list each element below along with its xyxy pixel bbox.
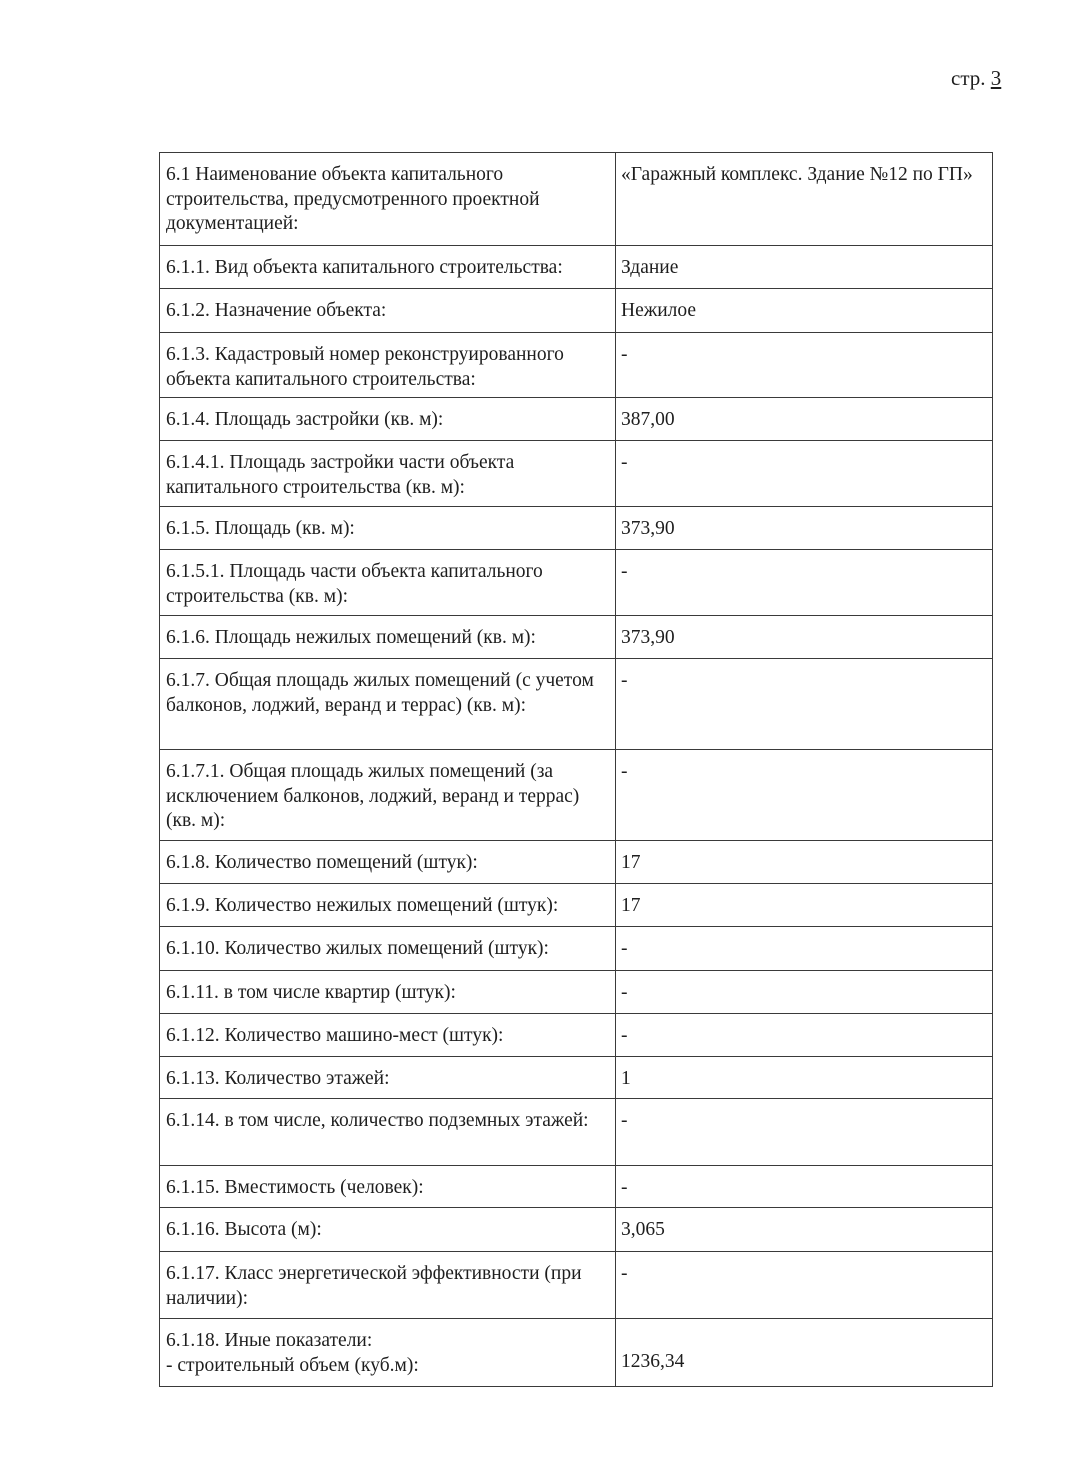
row-value: 373,90	[616, 616, 993, 659]
table-row	[160, 550, 993, 616]
table-row	[160, 884, 993, 927]
row-value: Здание	[616, 246, 993, 289]
row-label: 6.1.9. Количество нежилых помещений (штук):	[160, 884, 616, 927]
row-value: 1	[616, 1057, 993, 1099]
row-label: 6.1.13. Количество этажей:	[160, 1057, 616, 1099]
table-row	[160, 1166, 993, 1208]
row-label	[160, 1319, 616, 1387]
row-value: 3,065	[616, 1208, 993, 1252]
table-row	[160, 1252, 993, 1319]
row-label: 6.1.7. Общая площадь жилых помещений (с учетом балконов, лоджий, веранд и террас) (кв. м):	[160, 659, 616, 750]
row-label: 6.1.5. Площадь (кв. м):	[160, 507, 616, 550]
row-label: 6.1.7.1. Общая площадь жилых помещений (за исключением балконов, лоджий, веранд и террас) (кв. м):	[160, 750, 616, 841]
row-value: -	[616, 1252, 993, 1319]
row-label: 6.1.4. Площадь застройки (кв. м):	[160, 398, 616, 441]
object-characteristics-table	[159, 152, 993, 1387]
row-label: 6.1.17. Класс энергетической эффективности (при наличии):	[160, 1252, 616, 1319]
table-row	[160, 441, 993, 507]
table-row	[160, 1208, 993, 1252]
row-value: -	[616, 333, 993, 398]
table-row	[160, 1319, 993, 1387]
row-label: 6.1.1. Вид объекта капитального строительства:	[160, 246, 616, 289]
table-row	[160, 289, 993, 333]
row-label: 6.1.3. Кадастровый номер реконструированного объекта капитального строительства:	[160, 333, 616, 398]
row-label: 6.1.12. Количество машино-мест (штук):	[160, 1014, 616, 1057]
table-row	[160, 659, 993, 750]
table-row	[160, 750, 993, 841]
row-value: -	[616, 441, 993, 507]
table-row	[160, 507, 993, 550]
table-row	[160, 1099, 993, 1166]
row-value: -	[616, 550, 993, 616]
row-value: -	[616, 750, 993, 841]
row-label: 6.1.14. в том числе, количество подземных этажей:	[160, 1099, 616, 1166]
row-label-line: 6.1.18. Иные показатели:	[166, 1330, 373, 1351]
row-label: 6.1.5.1. Площадь части объекта капитального строительства (кв. м):	[160, 550, 616, 616]
row-label: 6.1.10. Количество жилых помещений (штук):	[160, 927, 616, 971]
row-label: 6.1.16. Высота (м):	[160, 1208, 616, 1252]
page-number-value: 3	[990, 66, 1002, 90]
row-value: «Гаражный комплекс. Здание №12 по ГП»	[616, 153, 993, 246]
page-number	[951, 66, 1001, 91]
table-row	[160, 333, 993, 398]
row-value: 1236,34	[616, 1319, 993, 1387]
row-value: -	[616, 971, 993, 1014]
row-label: 6.1.2. Назначение объекта:	[160, 289, 616, 333]
table-row	[160, 927, 993, 971]
row-value: -	[616, 1014, 993, 1057]
table-row	[160, 841, 993, 884]
row-value: -	[616, 1166, 993, 1208]
table-row	[160, 246, 993, 289]
row-value: -	[616, 1099, 993, 1166]
row-label: 6.1.6. Площадь нежилых помещений (кв. м):	[160, 616, 616, 659]
row-value: 17	[616, 884, 993, 927]
row-label-line: - строительный объем (куб.м):	[166, 1354, 419, 1376]
row-value: 373,90	[616, 507, 993, 550]
table-row	[160, 971, 993, 1014]
table-row	[160, 1014, 993, 1057]
row-value: Нежилое	[616, 289, 993, 333]
page-number-prefix: стр.	[951, 66, 986, 90]
row-value: -	[616, 927, 993, 971]
row-label: 6.1 Наименование объекта капитального строительства, предусмотренного проектной документацией:	[160, 153, 616, 246]
row-label: 6.1.11. в том числе квартир (штук):	[160, 971, 616, 1014]
table-row	[160, 153, 993, 246]
row-value: 387,00	[616, 398, 993, 441]
row-value: 17	[616, 841, 993, 884]
row-value: -	[616, 659, 993, 750]
table-row	[160, 398, 993, 441]
table-row	[160, 1057, 993, 1099]
row-label: 6.1.8. Количество помещений (штук):	[160, 841, 616, 884]
row-label: 6.1.15. Вместимость (человек):	[160, 1166, 616, 1208]
table-row	[160, 616, 993, 659]
row-label: 6.1.4.1. Площадь застройки части объекта капитального строительства (кв. м):	[160, 441, 616, 507]
